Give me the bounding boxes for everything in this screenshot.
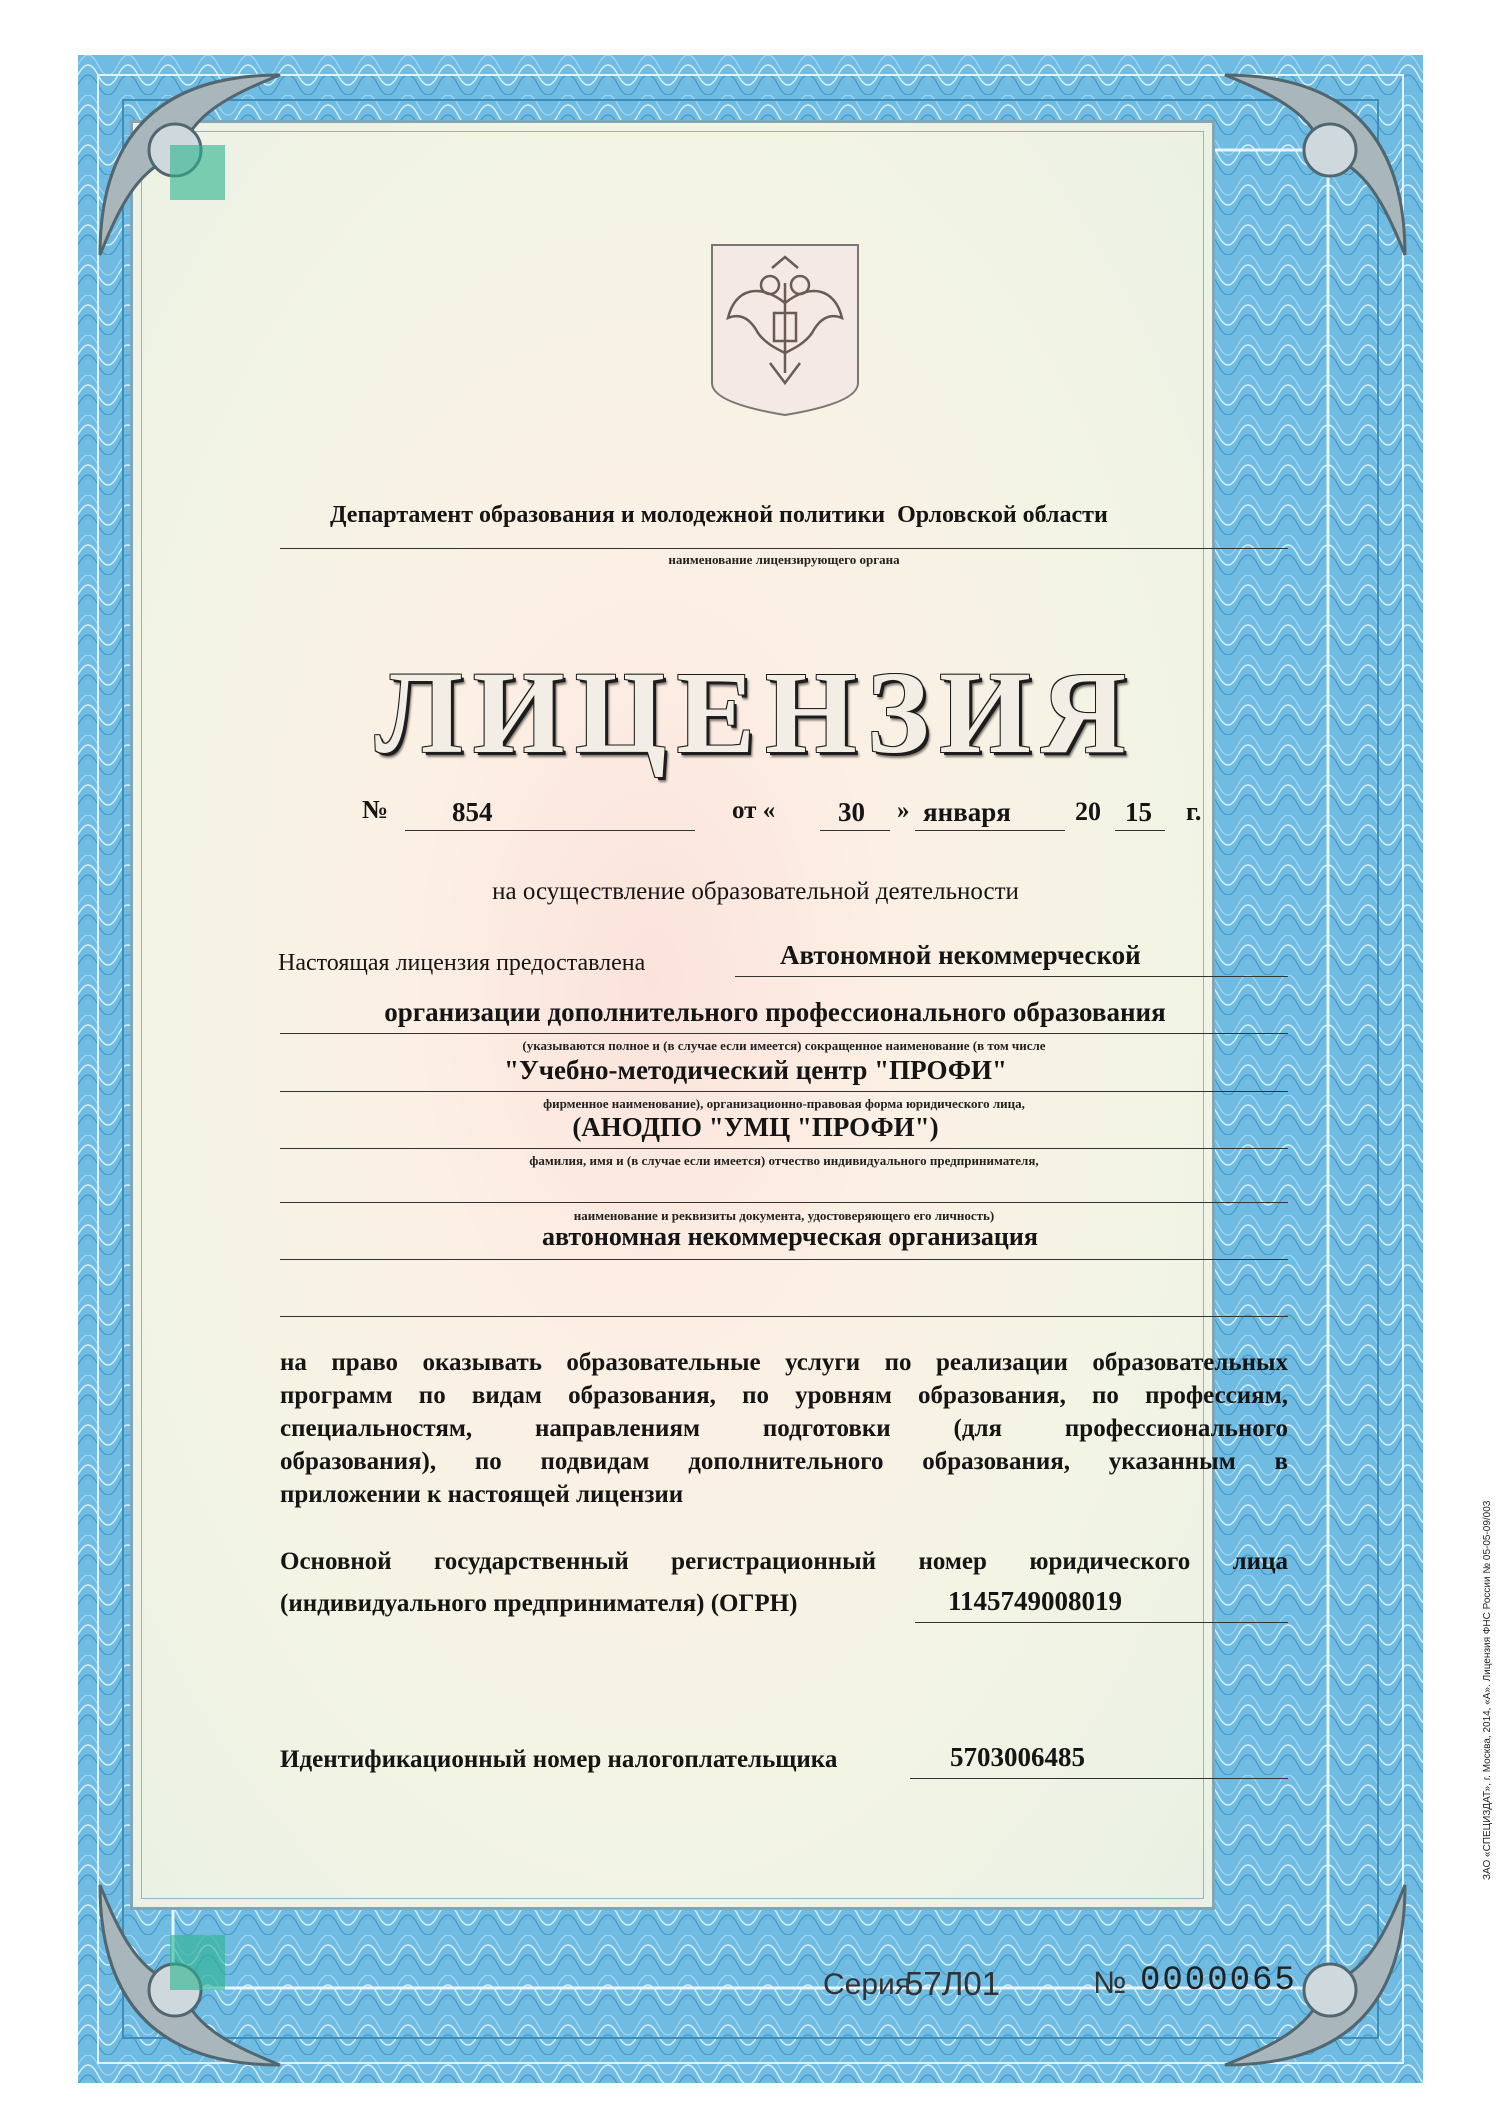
rights-line-5: приложении к настоящей лицензии: [280, 1481, 684, 1508]
licensee-caption-4: наименование и реквизиты документа, удостоверяющего его личность): [573, 1208, 995, 1223]
date-mid-text: »: [897, 797, 910, 824]
licensee-underline-5: [280, 1202, 1288, 1203]
number-label: №: [362, 795, 389, 824]
license-number: 854: [452, 797, 493, 827]
corner-ornament-bottom-left: [80, 1865, 300, 2085]
ogrn-label-line-2: (индивидуального предпринимателя) (ОГРН): [280, 1590, 798, 1617]
licensee-caption-1: (указываются полное и (в случае если имеется) сокращенное наименование (в том числе: [522, 1038, 1046, 1053]
ogrn-underline: [915, 1622, 1288, 1623]
licensee-line-2: организации дополнительного профессионального образования: [384, 997, 1166, 1027]
document-title: ЛИЦЕНЗИЯ: [374, 647, 1137, 778]
inn-value: 5703006485: [950, 1742, 1085, 1772]
rights-line-4: образования), по подвидам дополнительного образования, указанным в: [280, 1448, 1288, 1475]
rights-line-3: специальностям, направлениям подготовки (для профессионального: [280, 1415, 1288, 1442]
license-purpose: на осуществление образовательной деятельности: [492, 878, 1019, 905]
year-prefix: 20: [1075, 797, 1101, 826]
year-underline: [1115, 830, 1165, 831]
licensee-underline-7: [280, 1316, 1288, 1317]
issuer-underline: [280, 548, 1288, 549]
licensee-caption-2: фирменное наименование), организационно-правовая форма юридического лица,: [543, 1096, 1025, 1111]
day-underline: [820, 830, 890, 831]
granted-label: Настоящая лицензия предоставлена: [278, 950, 646, 976]
ogrn-value: 1145749008019: [948, 1586, 1123, 1616]
licensee-underline-1: [735, 976, 1288, 977]
issuer-caption: наименование лицензирующего органа: [668, 552, 900, 567]
licensee-underline-2: [280, 1033, 1288, 1034]
rights-line-2: программ по видам образования, по уровням образования, по профессиям,: [280, 1382, 1288, 1409]
inn-label: Идентификационный номер налогоплательщика: [280, 1746, 838, 1773]
inn-underline: [910, 1778, 1288, 1779]
date-month: января: [923, 797, 1011, 827]
form-number: 0000065: [1140, 1962, 1297, 2000]
licensee-line-4: (АНОДПО "УМЦ "ПРОФИ"): [572, 1112, 939, 1142]
form-number-label: №: [1093, 1965, 1127, 2000]
corner-ornament-top-right: [1205, 55, 1425, 275]
date-day: 30: [838, 797, 865, 827]
licensee-line-5: автономная некоммерческая организация: [542, 1222, 1038, 1251]
series-value: 57Л01: [905, 1965, 1001, 2002]
ogrn-label-line-1: Основной государственный регистрационный номер юридического лица: [280, 1548, 1288, 1575]
licensee-caption-3: фамилия, имя и (в случае если имеется) отчество индивидуального предпринимателя,: [529, 1153, 1039, 1168]
licensee-underline-4: [280, 1148, 1288, 1149]
year-end: г.: [1186, 797, 1202, 826]
issuer-name: Департамент образования и молодежной политики Орловской области: [330, 502, 1108, 528]
corner-ornament-top-left: [80, 55, 300, 275]
rights-line-1: на право оказывать образовательные услуги по реализации образовательных: [280, 1349, 1288, 1376]
date-prefix: от «: [732, 797, 776, 824]
licensee-line-1: Автономной некоммерческой: [780, 940, 1141, 970]
number-underline: [405, 830, 695, 831]
year-suffix: 15: [1125, 797, 1152, 827]
licensee-underline-6: [280, 1259, 1288, 1260]
series-label: Серия: [823, 1968, 912, 2001]
month-underline: [915, 830, 1065, 831]
licensee-underline-3: [280, 1091, 1288, 1092]
date-mid: [857, 797, 910, 825]
coat-of-arms-icon: [710, 243, 860, 418]
printer-note: ЗАО «СПЕЦИЗДАТ», г. Москва, 2014, «А». Лицензия ФНС России № 05-05-09/003: [1482, 1500, 1493, 1880]
licensee-line-3: "Учебно-методический центр "ПРОФИ": [503, 1055, 1008, 1085]
